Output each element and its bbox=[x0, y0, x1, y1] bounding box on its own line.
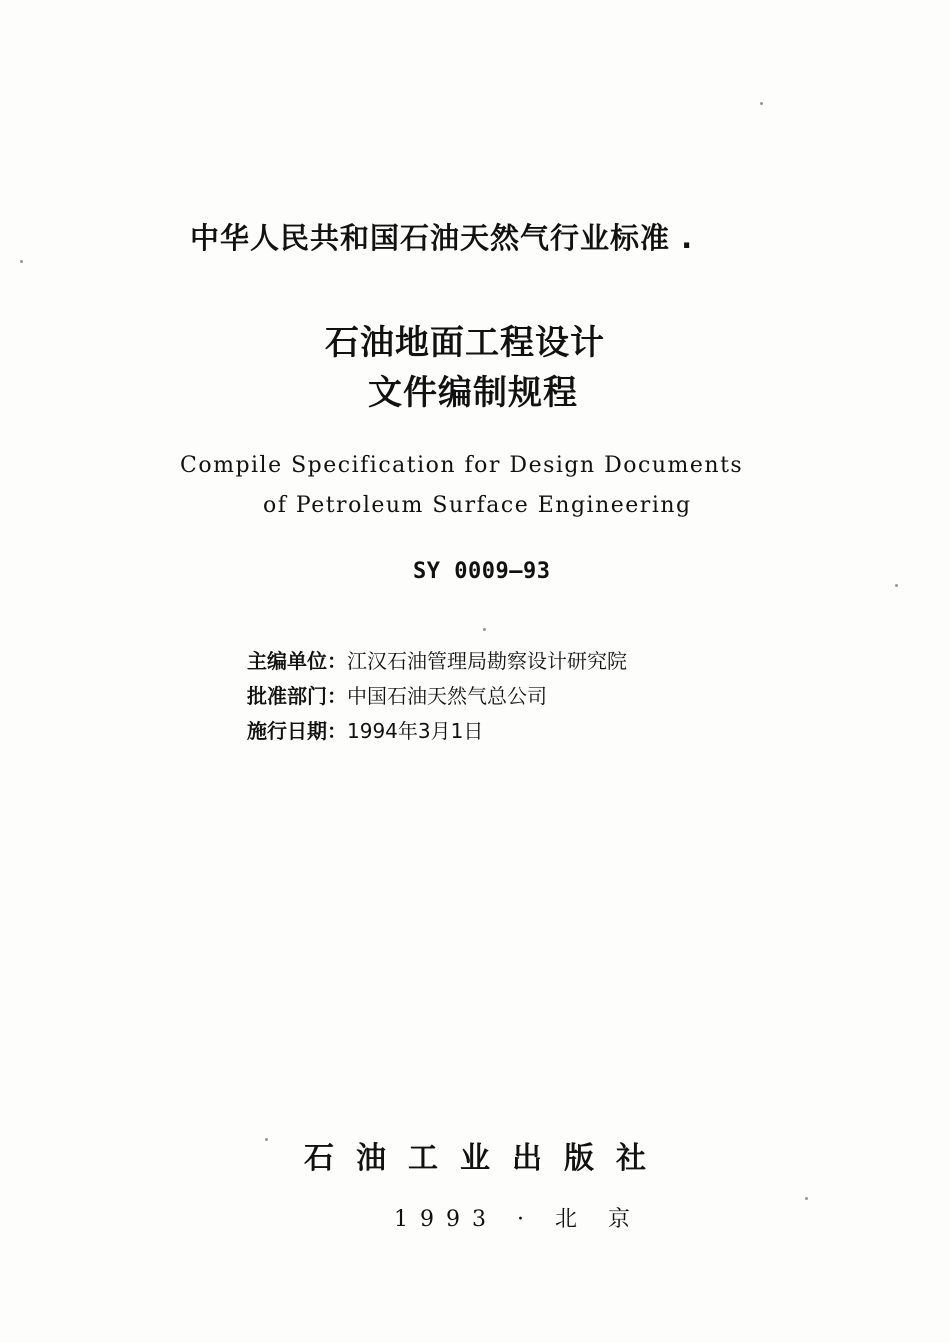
scan-speck bbox=[483, 628, 486, 631]
meta-label: 主编单位： bbox=[247, 649, 347, 673]
meta-label: 批准部门： bbox=[247, 684, 347, 708]
document-title-english-line-1: Compile Specification for Design Documents bbox=[180, 453, 744, 478]
meta-editor-unit bbox=[247, 648, 627, 674]
meta-label: 施行日期： bbox=[247, 719, 347, 743]
standard-code: SY 0009—93 bbox=[413, 559, 551, 584]
meta-value: 1994年3月1日 bbox=[347, 719, 484, 743]
scan-speck bbox=[265, 1138, 268, 1141]
publish-year-place: 1993 · 北 京 bbox=[394, 1207, 642, 1232]
document-title-chinese-line-2: 文件编制规程 bbox=[368, 373, 578, 413]
meta-effective-date bbox=[247, 718, 483, 744]
meta-approving-department bbox=[247, 683, 547, 709]
scan-speck bbox=[760, 102, 763, 105]
scan-speck bbox=[20, 260, 23, 263]
document-title-english-line-2: of Petroleum Surface Engineering bbox=[263, 493, 692, 518]
scan-speck bbox=[805, 1197, 808, 1200]
scan-speck bbox=[895, 584, 898, 587]
meta-value: 江汉石油管理局勘察设计研究院 bbox=[347, 649, 627, 673]
meta-value: 中国石油天然气总公司 bbox=[347, 684, 547, 708]
publisher-name: 石油工业出版社 bbox=[304, 1141, 668, 1176]
document-title-chinese-line-1: 石油地面工程设计 bbox=[325, 323, 605, 363]
series-title: 中华人民共和国石油天然气行业标准 . bbox=[190, 221, 694, 255]
